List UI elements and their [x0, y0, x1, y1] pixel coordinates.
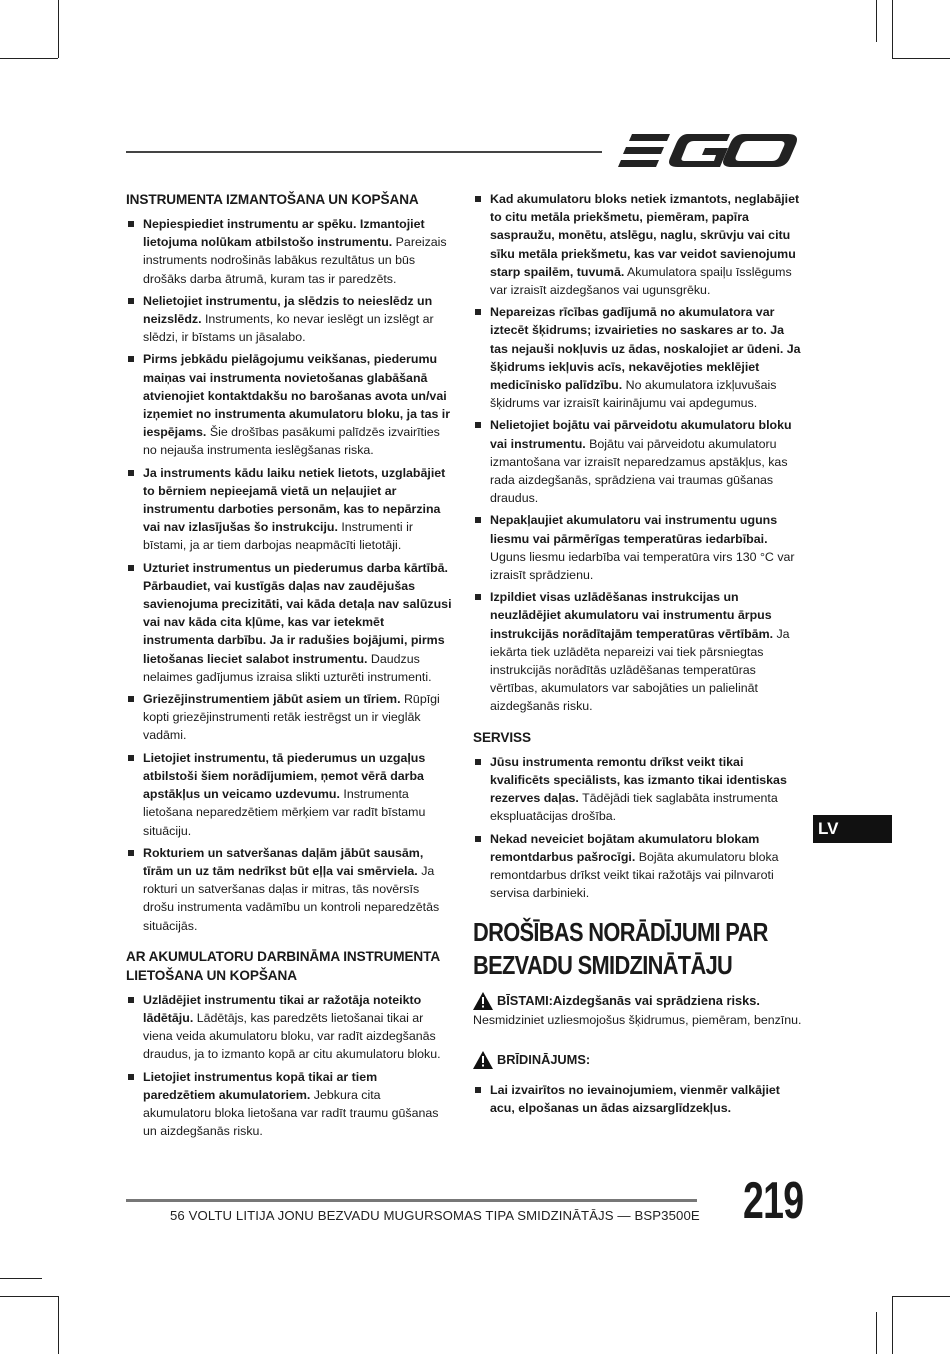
list-item: Kad akumulatoru bloks netiek izmantots, neglabājiet to citu metāla priekšmetu, piemēram, papīra saspraužu, monētu, atslēgu, naglu, skrūvju vai citu sīku metāla priekšmetu, kas var veidot savienojumu starp spailēm, tuvumā. Akumulatora spaiļu īsslēgums var izraisīt aizdegšanos vai ugunsgrēku. [473, 190, 803, 299]
section-title-service: SERVISS [473, 729, 531, 745]
crop-mark [876, 1312, 877, 1354]
footer-text: 56 VOLTU LITIJA JONU BEZVADU MUGURSOMAS TIPA SMIDZINĀTĀJS — BSP3500E [170, 1208, 700, 1223]
list-item: Uzlādējiet instrumentu tikai ar ražotāja noteikto lādētāju. Lādētājs, kas paredzēts lietošanai tikai ar viena veida akumulatoru bloku, var radīt aizdegšanās draudus, ja to izmanto kopā ar citu akumulatoru bloku. [126, 991, 452, 1064]
crop-mark [892, 1296, 950, 1297]
crop-mark [0, 58, 58, 59]
list-item: Pirms jebkādu pielāgojumu veikšanas, piederumu maiņas vai instrumenta novietošanas glabāšanā atvienojiet kontaktdakšu no barošanas avota un/vai izņemiet no instrumenta akumulatoru bloku, ja tas ir iespējams. Šie drošības pasākumi palīdzēs izvairīties no nejauša instrumenta ieslēgšanas riska. [126, 350, 452, 459]
list-item: Izpildiet visas uzlādēšanas instrukcijas un neuzlādējiet akumulatoru vai instrumentu ārpus instrukcijās norādītajām temperatūras vērtībām. Ja iekārta tiek uzlādēta nepareizi vai tiek pārsniegtas instrukcijās norādītās uzlādēšanas temperatūras vērtības, akumulators var sabojāties un palielināt aizdegšanās risku. [473, 588, 803, 715]
list-item: Ja instruments kādu laiku netiek lietots, uzglabājiet to bērniem nepieejamā vietā un neļaujiet ar instrumentu darboties personām, kas to nepārzina vai nav izlasījušas šo instrukciju. Instrumenti ir bīstami, ja ar tiem darbojas neapmācīti lietotāji. [126, 464, 452, 555]
page-number: 219 [743, 1172, 804, 1230]
list-item: Griezējinstrumentiem jābūt asiem un tīriem. Rūpīgi kopti griezējinstrumenti retāk iestrēgst un ir vieglāk vadāmi. [126, 690, 452, 745]
warning-list [473, 1081, 803, 1117]
list-item: Uzturiet instrumentus un piederumus darba kārtībā. Pārbaudiet, vai kustīgās daļas nav zaudējušas savienojuma precizitāti, vai kāda detaļa nav salūzusi vai nav kāda cita kļūme, kas var ietekmēt instrumenta darbību. Ja ir radušies bojājumi, pirms lietošanas lieciet salabot instrumentu. Daudzus nelaimes gadījumus izraisa slikti uzturēti instrumenti. [126, 559, 452, 686]
crop-mark [58, 0, 59, 58]
list-item: Lai izvairītos no ievainojumiem, vienmēr valkājiet acu, elpošanas un ādas aizsarglīdzekļus. [473, 1081, 803, 1117]
right-column [473, 190, 803, 1121]
warning-triangle-icon [473, 992, 493, 1010]
battery-tool-list [126, 991, 452, 1141]
header-rule [126, 151, 602, 153]
danger-heading [473, 992, 803, 1010]
list-item: Rokturiem un satveršanas daļām jābūt sausām, tīrām un uz tām nedrīkst būt eļļa vai smērviela. Ja rokturi un satveršanas daļas ir mitras, tās novērsīs drošu instrumenta vadāmību un kontroli neparedzētās situācijās. [126, 844, 452, 935]
main-heading: DROŠĪBAS NORĀDĪJUMI PAR BEZVADU SMIDZINĀTĀJU [473, 917, 768, 981]
list-item: Nekad neveiciet bojātam akumulatoru blokam remontdarbus pašrocīgi. Bojāta akumulatoru bloka remontdarbus drīkst veikt tikai ražotājs vai pilnvaroti servisa darbinieki. [473, 830, 803, 903]
list-item: Lietojiet instrumentu, tā piederumus un uzgaļus atbilstoši šiem norādījumiem, ņemot vērā darba apstākļus un veicamo uzdevumu. Instrumenta lietošana neparedzētiem mērķiem var radīt bīstamu situāciju. [126, 749, 452, 840]
list-item: Nepiespiediet instrumentu ar spēku. Izmantojiet lietojuma nolūkam atbilstošo instrumentu. Pareizais instruments nodrošinās labākus rezultātus un būs drošāks darba ātrumā, kuram tas ir paredzēts. [126, 215, 452, 288]
service-list [473, 753, 803, 903]
battery-list-continued [473, 190, 803, 716]
ego-logo-icon [618, 131, 800, 171]
crop-mark [0, 1278, 42, 1279]
warning-triangle-icon [473, 1051, 493, 1069]
ego-logo [618, 131, 800, 176]
footer-rule [126, 1199, 697, 1202]
list-item: Nepareizas rīcības gadījumā no akumulatora var iztecēt šķidrums; izvairieties no saskares ar to. Ja tas nejauši nokļuvis uz ādas, noskalojiet ar ūdeni. Ja šķidrums iekļuvis acīs, nekavējoties meklējiet medicīnisko palīdzību. No akumulatora izkļuvušais šķidrums var izraisīt kairinājumu vai apdegumus. [473, 303, 803, 412]
left-column [126, 190, 452, 1144]
crop-mark [58, 1296, 59, 1354]
list-item: Nelietojiet instrumentu, ja slēdzis to neieslēdz un neizslēdz. Instruments, ko nevar ieslēgt un izslēgt ar slēdzi, ir bīstams un jāsalabo. [126, 292, 452, 347]
crop-mark [0, 1296, 58, 1297]
list-item: Nepakļaujiet akumulatoru vai instrumentu uguns liesmu vai pārmērīgas temperatūras iedarbībai. Uguns liesmu iedarbība vai temperatūra virs 130 °C var izraisīt sprādzienu. [473, 511, 803, 584]
section-title-tool-use: INSTRUMENTA IZMANTOŠANA UN KOPŠANA [126, 192, 419, 207]
warning-label: BRĪDINĀJUMS: [497, 1051, 591, 1067]
crop-mark [892, 1296, 893, 1354]
list-item: Nelietojiet bojātu vai pārveidotu akumulatoru bloku vai instrumentu. Bojātu vai pārveidotu akumulatoru izmantošana var izraisīt neparedzamus apstākļus, kas rada aizdegšanās, sprādziena vai traumas gūšanas draudus. [473, 416, 803, 507]
list-item: Jūsu instrumenta remontu drīkst veikt tikai kvalificēts speciālists, kas izmanto tikai identiskas rezerves daļas. Tādējādi tiek saglabāta instrumenta ekspluatācijas drošība. [473, 753, 803, 826]
danger-label: BĪSTAMI: [497, 993, 553, 1009]
section-title-battery-tool: AR AKUMULATORU DARBINĀMA INSTRUMENTA LIETOŠANA UN KOPŠANA [126, 948, 440, 983]
language-tab: LV [813, 815, 892, 843]
tool-use-list [126, 215, 452, 935]
danger-bold: Aizdegšanās vai sprādziena risks. [552, 993, 760, 1009]
danger-text: Nesmidziniet uzliesmojošus šķidrumus, piemēram, benzīnu. [473, 1012, 802, 1027]
crop-mark [876, 0, 877, 42]
crop-mark [892, 0, 893, 58]
list-item: Lietojiet instrumentus kopā tikai ar tiem paredzētiem akumulatoriem. Jebkura cita akumulatoru bloka lietošana var radīt traumu gūšanas un aizdegšanās risku. [126, 1068, 452, 1141]
crop-mark [892, 58, 950, 59]
warning-heading [473, 1051, 803, 1069]
